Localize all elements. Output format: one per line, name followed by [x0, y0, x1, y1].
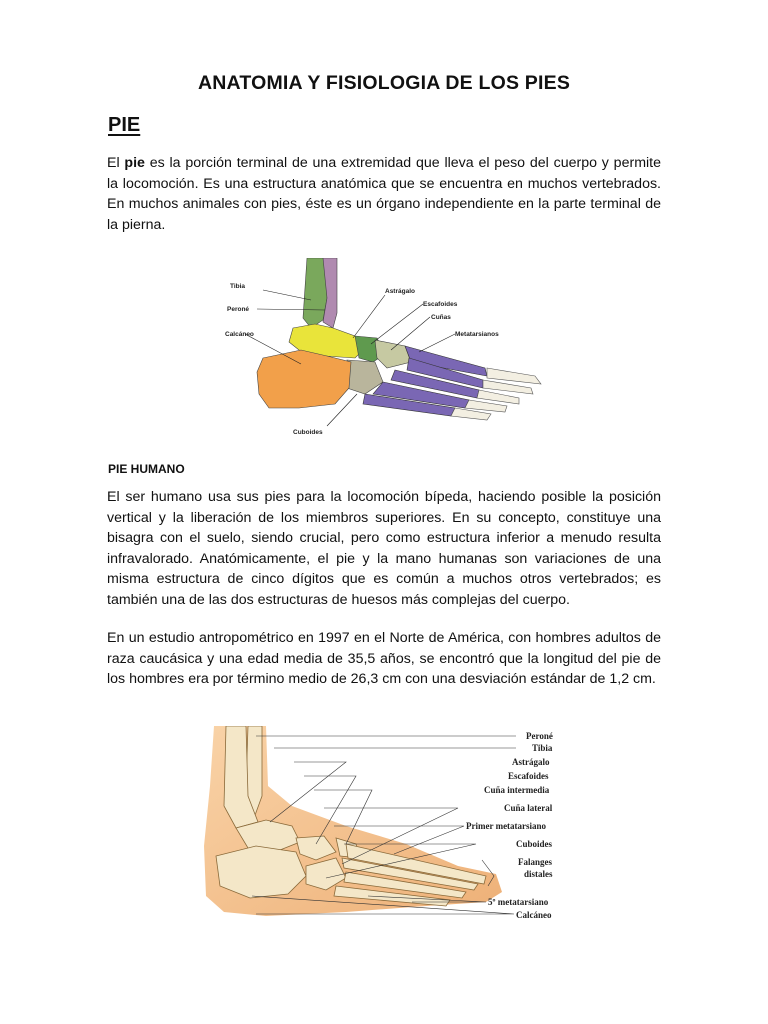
tibia-bone — [303, 258, 327, 328]
fig2-label-quinto-metatarsiano: 5º metatarsiano — [488, 897, 549, 907]
section-heading-pie-humano: PIE HUMANO — [108, 462, 185, 476]
calcaneo-bone — [257, 350, 351, 408]
fig2-label-cuboides: Cuboides — [516, 839, 553, 849]
fig1-label-calcaneo: Calcáneo — [225, 331, 254, 338]
fig1-label-tibia: Tibia — [230, 283, 246, 290]
paragraph-pie-definition — [107, 153, 661, 235]
paragraph-pie-humano-2: En un estudio antropométrico en 1997 en el Norte de América, con hombres adultos de raza caucásica y una edad media de 35,5 años, se encontró que la longitud del pie de los hombres era por término medio de 26,3 cm con una desviación estándar de 1,2 cm. — [107, 630, 661, 688]
paragraph-pie-pre: El — [107, 155, 125, 171]
paragraph-pie-post: es la porción terminal de una extremidad que lleva el peso del cuerpo y permite la locomoción. Es una estructura anatómica que se encuentra en muchos vertebrados. En muchos animales con pies, éste es un órgano independiente en la parte terminal de la pierna. — [107, 155, 661, 233]
figure-foot-anatomy-illustration — [196, 726, 568, 924]
fig2-label-distales: distales — [524, 869, 553, 879]
fig2-label-tibia: Tibia — [532, 743, 553, 753]
fig1-label-astragalo: Astrágalo — [385, 288, 415, 295]
fig2-label-cuna-lateral: Cuña lateral — [504, 803, 553, 813]
fig2-label-astragalo: Astrágalo — [512, 757, 550, 767]
figure-foot-bones-colored — [215, 258, 555, 448]
fig1-label-cuboides: Cuboides — [293, 429, 323, 436]
section-heading-pie: PIE — [108, 114, 141, 136]
fig1-label-escafoides: Escafoides — [423, 301, 458, 308]
fig1-label-cunas: Cuñas — [431, 314, 451, 321]
fig2-label-perone: Peroné — [526, 731, 553, 741]
fig2-label-cuna-intermedia: Cuña intermedia — [484, 785, 550, 795]
fig2-label-calcaneo: Calcáneo — [516, 910, 552, 920]
fig2-label-escafoides: Escafoides — [508, 771, 549, 781]
fig2-label-primer-metatarsiano: Primer metatarsiano — [466, 821, 547, 831]
paragraph-pie-bold-term: pie — [124, 155, 145, 171]
document-title: ANATOMIA Y FISIOLOGIA DE LOS PIES — [197, 72, 571, 94]
fig1-label-metatarsianos: Metatarsianos — [455, 331, 499, 338]
fig2-label-falanges: Falanges — [518, 857, 553, 867]
cunas-bones — [375, 340, 411, 368]
paragraph-pie-humano-1: El ser humano usa sus pies para la locomoción bípeda, haciendo posible la posición vertical y la liberación de los miembros superiores. En su concepto, constituye una bisagra con el suelo, siendo crucial, pero como estructura inferior a menudo resulta infravalorado. Anatómicamente, el pie y la mano humanas son variaciones de una misma estructura de cinco dígitos que es común a muchos otros vertebrados; es también una de las dos estructuras de huesos más complejas del cuerpo. — [107, 489, 661, 608]
fig1-label-perone: Peroné — [227, 306, 250, 313]
